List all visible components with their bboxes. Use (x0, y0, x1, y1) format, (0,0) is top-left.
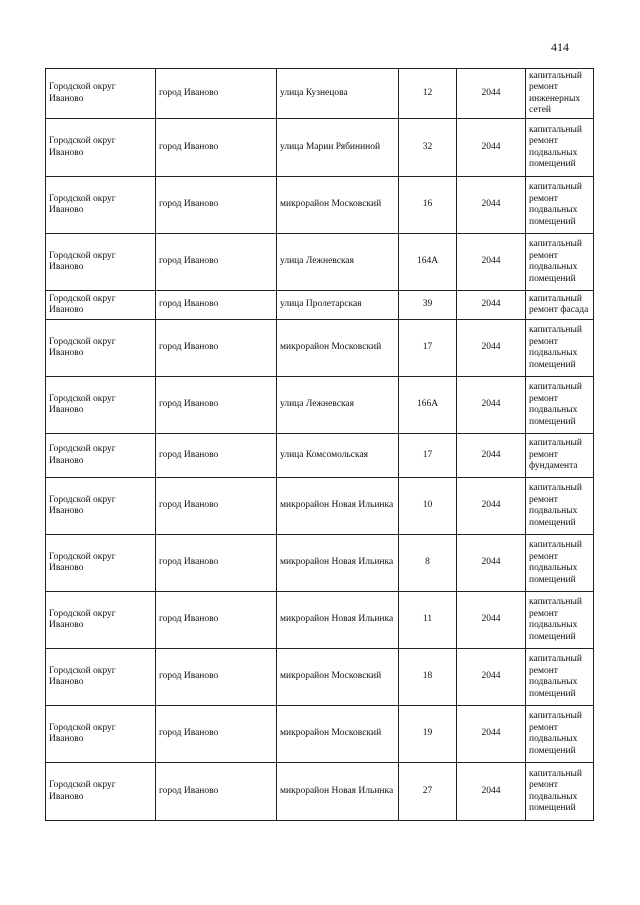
table-row (46, 649, 594, 706)
municipality-cell: Городской округ Иваново (46, 234, 156, 291)
municipality-cell: Городской округ Иваново (46, 119, 156, 177)
municipality-cell: Городской округ Иваново (46, 291, 156, 320)
table-row (46, 177, 594, 234)
street-cell: микрорайон Московский (277, 649, 399, 706)
table-row (46, 763, 594, 821)
settlement-cell: город Иваново (156, 177, 277, 234)
settlement-cell: город Иваново (156, 234, 277, 291)
work-type-cell: капитальный ремонт подвальных помещений (526, 234, 594, 291)
year-cell: 2044 (457, 649, 526, 706)
work-type-cell: капитальный ремонт подвальных помещений (526, 535, 594, 592)
street-cell: улица Марии Рябининой (277, 119, 399, 177)
year-cell: 2044 (457, 320, 526, 377)
settlement-cell: город Иваново (156, 377, 277, 434)
year-cell: 2044 (457, 535, 526, 592)
settlement-cell: город Иваново (156, 291, 277, 320)
table-row (46, 234, 594, 291)
work-type-cell: капитальный ремонт подвальных помещений (526, 763, 594, 821)
house-number-cell: 164А (399, 234, 457, 291)
work-type-cell: капитальный ремонт подвальных помещений (526, 592, 594, 649)
street-cell: микрорайон Московский (277, 706, 399, 763)
settlement-cell: город Иваново (156, 69, 277, 119)
settlement-cell: город Иваново (156, 535, 277, 592)
municipality-cell: Городской округ Иваново (46, 649, 156, 706)
table-row (46, 320, 594, 377)
municipality-cell: Городской округ Иваново (46, 706, 156, 763)
year-cell: 2044 (457, 234, 526, 291)
year-cell: 2044 (457, 377, 526, 434)
work-type-cell: капитальный ремонт фундамента (526, 434, 594, 478)
page-number: 414 (551, 40, 569, 54)
house-number-cell: 8 (399, 535, 457, 592)
settlement-cell: город Иваново (156, 592, 277, 649)
year-cell: 2044 (457, 592, 526, 649)
work-type-cell: капитальный ремонт подвальных помещений (526, 119, 594, 177)
table-row (46, 535, 594, 592)
street-cell: микрорайон Новая Ильинка (277, 592, 399, 649)
house-number-cell: 17 (399, 434, 457, 478)
work-type-cell: капитальный ремонт подвальных помещений (526, 177, 594, 234)
house-number-cell: 16 (399, 177, 457, 234)
settlement-cell: город Иваново (156, 763, 277, 821)
municipality-cell: Городской округ Иваново (46, 535, 156, 592)
street-cell: микрорайон Новая Ильинка (277, 763, 399, 821)
year-cell: 2044 (457, 706, 526, 763)
house-number-cell: 39 (399, 291, 457, 320)
street-cell: микрорайон Новая Ильинка (277, 478, 399, 535)
settlement-cell: город Иваново (156, 649, 277, 706)
municipality-cell: Городской округ Иваново (46, 592, 156, 649)
street-cell: микрорайон Московский (277, 177, 399, 234)
year-cell: 2044 (457, 763, 526, 821)
work-type-cell: капитальный ремонт подвальных помещений (526, 649, 594, 706)
street-cell: микрорайон Московский (277, 320, 399, 377)
house-number-cell: 27 (399, 763, 457, 821)
table-row (46, 592, 594, 649)
municipality-cell: Городской округ Иваново (46, 320, 156, 377)
year-cell: 2044 (457, 119, 526, 177)
street-cell: улица Пролетарская (277, 291, 399, 320)
work-type-cell: капитальный ремонт фасада (526, 291, 594, 320)
settlement-cell: город Иваново (156, 119, 277, 177)
municipality-cell: Городской округ Иваново (46, 434, 156, 478)
house-number-cell: 11 (399, 592, 457, 649)
municipality-cell: Городской округ Иваново (46, 177, 156, 234)
street-cell: улица Лежневская (277, 234, 399, 291)
settlement-cell: город Иваново (156, 434, 277, 478)
table-row (46, 434, 594, 478)
year-cell: 2044 (457, 69, 526, 119)
year-cell: 2044 (457, 478, 526, 535)
municipality-cell: Городской округ Иваново (46, 478, 156, 535)
house-number-cell: 18 (399, 649, 457, 706)
street-cell: улица Кузнецова (277, 69, 399, 119)
house-number-cell: 17 (399, 320, 457, 377)
municipality-cell: Городской округ Иваново (46, 69, 156, 119)
work-type-cell: капитальный ремонт подвальных помещений (526, 320, 594, 377)
table-body (46, 69, 594, 821)
municipality-cell: Городской округ Иваново (46, 763, 156, 821)
year-cell: 2044 (457, 291, 526, 320)
year-cell: 2044 (457, 434, 526, 478)
settlement-cell: город Иваново (156, 706, 277, 763)
house-number-cell: 166А (399, 377, 457, 434)
work-type-cell: капитальный ремонт подвальных помещений (526, 478, 594, 535)
house-number-cell: 19 (399, 706, 457, 763)
table-row (46, 69, 594, 119)
table-row (46, 706, 594, 763)
house-number-cell: 32 (399, 119, 457, 177)
street-cell: улица Лежневская (277, 377, 399, 434)
house-number-cell: 10 (399, 478, 457, 535)
settlement-cell: город Иваново (156, 478, 277, 535)
table-row (46, 478, 594, 535)
work-type-cell: капитальный ремонт подвальных помещений (526, 377, 594, 434)
table-row (46, 291, 594, 320)
street-cell: улица Комсомольская (277, 434, 399, 478)
work-type-cell: капитальный ремонт инженерных сетей (526, 69, 594, 119)
work-type-cell: капитальный ремонт подвальных помещений (526, 706, 594, 763)
year-cell: 2044 (457, 177, 526, 234)
table-row (46, 119, 594, 177)
house-number-cell: 12 (399, 69, 457, 119)
settlement-cell: город Иваново (156, 320, 277, 377)
table-row (46, 377, 594, 434)
housing-repair-table (45, 68, 594, 821)
municipality-cell: Городской округ Иваново (46, 377, 156, 434)
street-cell: микрорайон Новая Ильинка (277, 535, 399, 592)
